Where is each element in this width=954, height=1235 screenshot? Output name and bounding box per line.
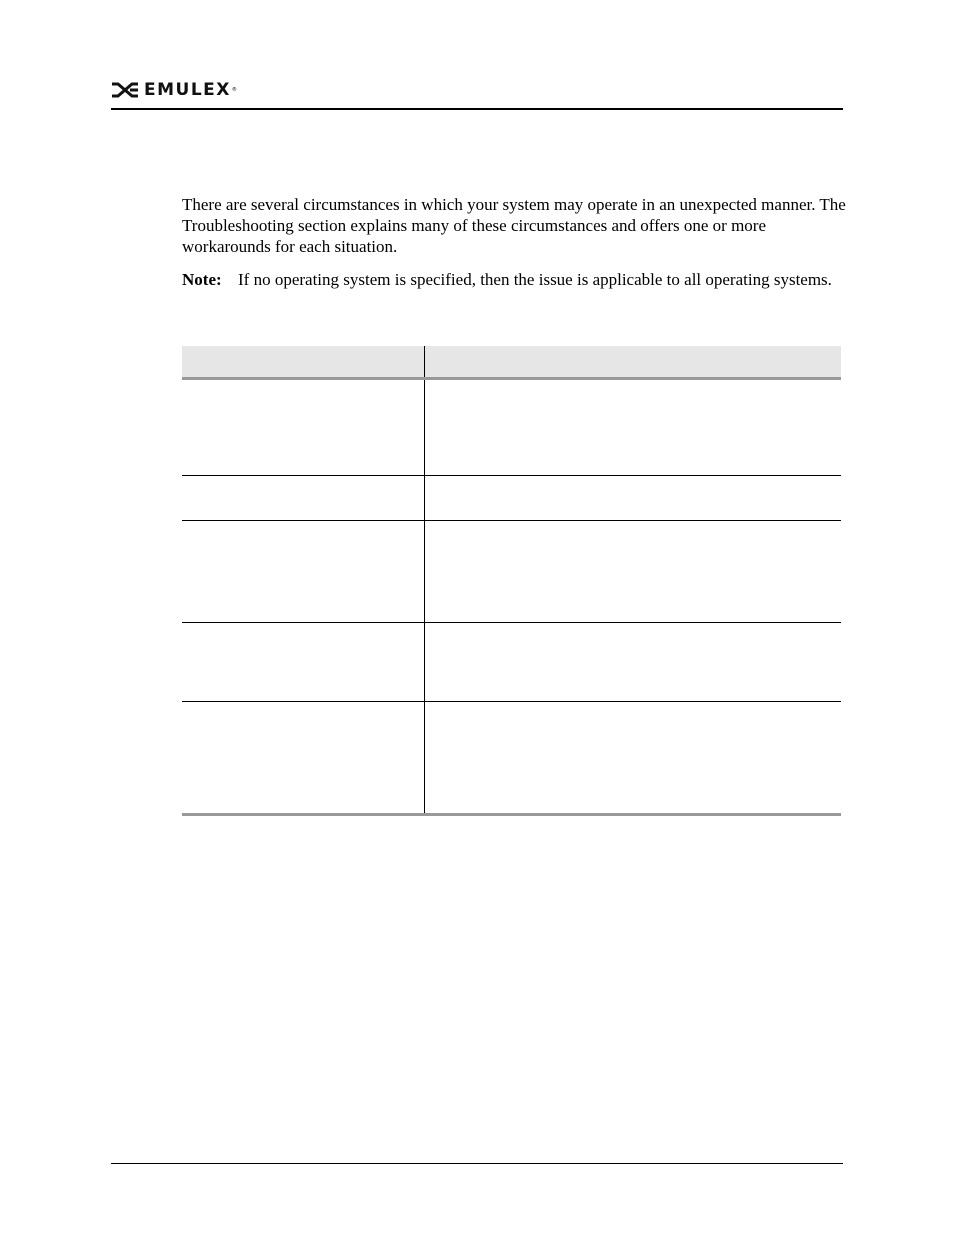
table-cell xyxy=(424,521,841,623)
note-label: Note: xyxy=(182,270,222,289)
logo-wordmark: EMULEX xyxy=(144,80,231,100)
troubleshooting-table xyxy=(182,346,841,816)
table-cell xyxy=(424,379,841,476)
table-cell xyxy=(424,476,841,521)
table-cell xyxy=(182,521,424,623)
emulex-logo xyxy=(111,80,237,100)
logo-trademark: ® xyxy=(231,87,237,93)
table-row xyxy=(182,521,841,623)
table-header-cell xyxy=(182,346,424,379)
table-header-row xyxy=(182,346,841,379)
note xyxy=(182,269,847,290)
table-cell xyxy=(182,379,424,476)
table-row xyxy=(182,623,841,702)
table-row xyxy=(182,379,841,476)
table-cell xyxy=(182,623,424,702)
footer-rule xyxy=(111,1163,843,1164)
table-row xyxy=(182,476,841,521)
header-rule xyxy=(111,108,843,110)
table-cell xyxy=(182,476,424,521)
intro-paragraph: There are several circumstances in which your system may operate in an unexpected manner. The Troubleshooting section explains many of these circumstances and offers one or more workarounds for each situation. xyxy=(182,195,846,256)
table-cell xyxy=(182,702,424,815)
table-row xyxy=(182,702,841,815)
table-cell xyxy=(424,623,841,702)
table-cell xyxy=(424,702,841,815)
note-text: If no operating system is specified, then the issue is applicable to all operating systems. xyxy=(238,270,832,289)
emulex-logo-icon xyxy=(111,81,139,99)
table-header-cell xyxy=(424,346,841,379)
